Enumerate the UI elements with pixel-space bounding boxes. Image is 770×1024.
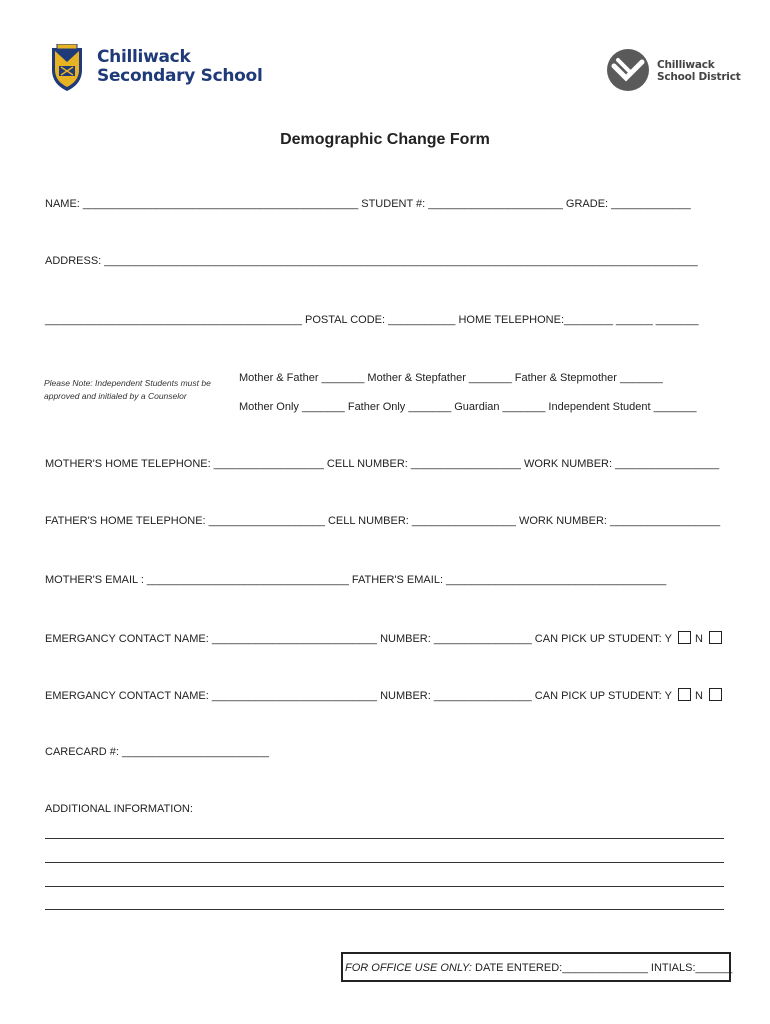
father-phone-row[interactable]: FATHER'S HOME TELEPHONE: ___________________ CELL NUMBER: _________________ WORK NUMBER: __________________ xyxy=(45,515,721,527)
office-use-box xyxy=(341,952,731,982)
emergency-contact-2-text: EMERGANCY CONTACT NAME: ___________________________ NUMBER: ________________ CAN PICK UP STUDENT: Y xyxy=(45,690,672,702)
district-name-line1: Chilliwack xyxy=(657,59,715,71)
additional-info-label: ADDITIONAL INFORMATION: xyxy=(45,803,193,815)
emergency-contact-row-1[interactable] xyxy=(45,631,726,645)
school-name-line2: Secondary School xyxy=(97,66,263,86)
district-name xyxy=(657,59,741,83)
additional-info-line-2[interactable] xyxy=(45,862,724,863)
address-row[interactable]: ADDRESS: _________________________________________________________________________________________________ xyxy=(45,255,698,267)
pickup-no-checkbox-2[interactable] xyxy=(709,688,722,701)
district-name-line2: School District xyxy=(657,71,741,83)
school-crest-icon xyxy=(50,44,84,92)
pickup-no-checkbox-1[interactable] xyxy=(709,631,722,644)
school-logo xyxy=(50,44,263,96)
office-date-initials[interactable]: DATE ENTERED:______________ INTIALS:______ xyxy=(475,962,733,974)
additional-info-line-3[interactable] xyxy=(45,886,724,887)
carecard-row[interactable]: CARECARD #: ________________________ xyxy=(45,746,269,758)
postal-row[interactable]: __________________________________________ POSTAL CODE: ___________ HOME TELEPHONE:________ ______ _______ xyxy=(45,314,699,326)
guardians-row-1[interactable]: Mother & Father _______ Mother & Stepfather _______ Father & Stepmother _______ xyxy=(239,372,663,384)
emergency-contact-row-2[interactable] xyxy=(45,688,726,702)
mother-phone-row[interactable]: MOTHER'S HOME TELEPHONE: __________________ CELL NUMBER: __________________ WORK NUMBER: _________________ xyxy=(45,458,720,470)
office-use-text xyxy=(345,962,732,974)
email-row[interactable]: MOTHER'S EMAIL : _________________________________ FATHER'S EMAIL: ____________________________________ xyxy=(45,574,667,586)
additional-info-line-4[interactable] xyxy=(45,909,724,910)
additional-info-line-1[interactable] xyxy=(45,838,724,839)
pickup-no-label-1: N xyxy=(694,633,703,645)
guardians-row-2[interactable]: Mother Only _______ Father Only _______ Guardian _______ Independent Student _______ xyxy=(239,401,697,413)
school-name xyxy=(97,48,262,86)
emergency-contact-1-text: EMERGANCY CONTACT NAME: ___________________________ NUMBER: ________________ CAN PICK UP STUDENT: Y xyxy=(45,633,672,645)
name-row[interactable]: NAME: _____________________________________________ STUDENT #: ______________________ GRADE: _____________ xyxy=(45,198,691,210)
office-use-label: FOR OFFICE USE ONLY: xyxy=(345,962,472,974)
district-mountain-icon xyxy=(606,48,650,92)
independent-note: Please Note: Independent Students must be approved and initialed by a Counselor xyxy=(44,378,211,401)
school-name-line1: Chilliwack xyxy=(97,47,191,67)
page-title: Demographic Change Form xyxy=(280,131,490,148)
pickup-no-label-2: N xyxy=(694,690,703,702)
pickup-yes-checkbox-1[interactable] xyxy=(678,631,691,644)
pickup-yes-checkbox-2[interactable] xyxy=(678,688,691,701)
district-logo xyxy=(606,48,741,96)
